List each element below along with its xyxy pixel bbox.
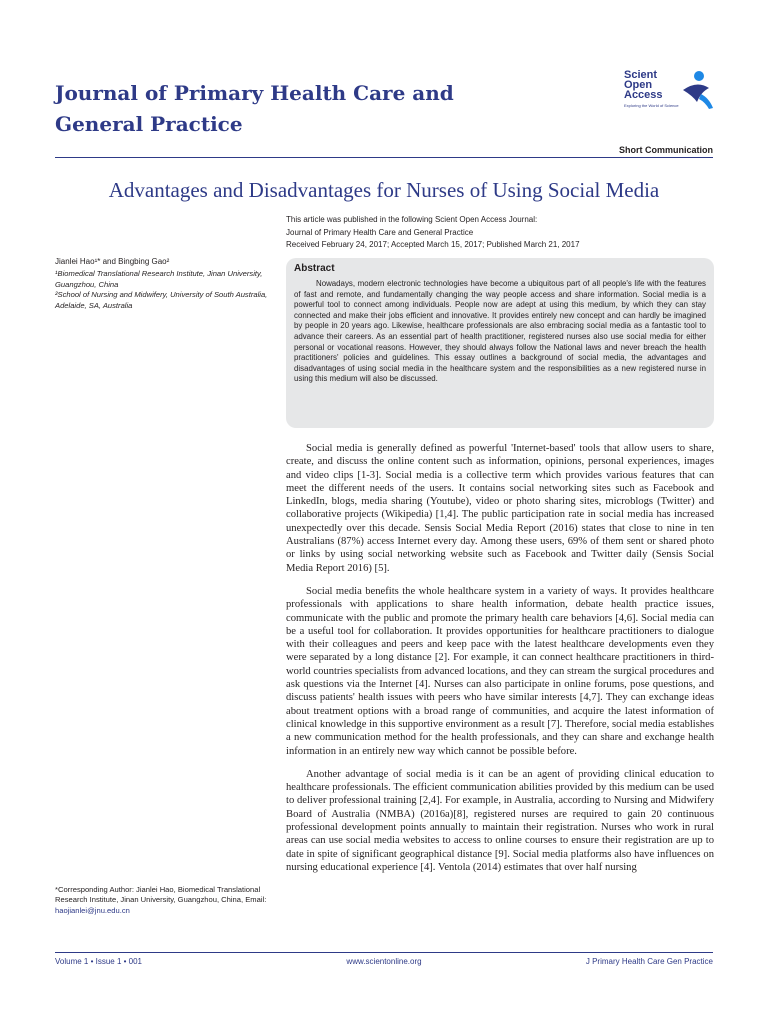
authors: Jianlei Hao¹* and Bingbing Gao²	[55, 257, 170, 266]
body-paragraph: Another advantage of social media is it can be an agent of providing clinical education to healthcare professionals. The efficient communication abilities provided by this medium can be used to deliver professional training [2,4]. For example, in Australia, according to Nursing and Midwifery Board of Australia (NMBA) (2016a)[8], registered nurses are required to gain 20 continuous professional development points annually to maintain their registration. Nurses who work in rural areas can use social media websites to access to online courses to ensure their registration are up to date in spite of significant geographical distance [9]. Social media platforms also have influences on nursing educational experience [4]. Ventola (2014) estimates that over half nursing	[286, 768, 714, 873]
pub-info-line: This article was published in the following Scient Open Access Journal:	[286, 215, 538, 224]
footer-divider	[55, 952, 713, 953]
corresponding-author	[55, 885, 275, 916]
journal-title-line2: General Practice	[55, 112, 243, 136]
abstract-text: Nowadays, modern electronic technologies have become a ubiquitous part of all people's life with the features of fast and remote, and fundamentally changing the way people access and share information. Social media is a powerful tool to connect among individuals. People now are adept at using this medium, by which they can stay connected and make their jobs efficient and innovative. It provides entirely new concept and can hardly be imagined by people in 20 years ago. Likewise, healthcare professionals are also embracing social media as a fantastic tool to advance their careers. As an essential part of health practitioner, registered nurses also use social media for either personal or vocational reasons. However, they should always follow the National laws and never breach the health practitioners' policies and guidelines. This essay outlines a background of social media, the advantages and disadvantages of using social media in the healthcare system and the responsibilities as a new registered nurse in using this medium will also be discussed.	[294, 279, 706, 384]
footer-volume: Volume 1 • Issue 1 • 001	[55, 957, 142, 966]
article-type: Short Communication	[619, 145, 713, 155]
body-paragraph: Social media is generally defined as powerful 'Internet-based' tools that allow users to share, create, and discuss the online content such as information, opinions, personal experiences, images and video clips [1-3]. Social media is a collective term which provides various features that can meet the different needs of the users. It contains social networking sites such as Facebook and LinkedIn, blogs, media sharing (Youtube), video or photo sharing sites, microblogs (Twitter) and collaborative projects (Wikipedia) [1,4]. The public participation rate in social media has increased unexpectedly over this decade. Sensis Social Media Report (2016) states that close to nine in ten Australians (87%) access Internet every day. Among these users, 69% of them sent or shared photo or links by using social networking website such as Facebook and Twitter daily (Sensis Social Media Report 2016) [5].	[286, 443, 714, 574]
footer-journal-abbrev: J Primary Health Care Gen Practice	[585, 957, 713, 966]
abstract-box	[286, 258, 714, 428]
corresponding-author-text: *Corresponding Author: Jianlei Hao, Biomedical Translational Research Institute, Jinan University, Guangzhou, China, Email:	[55, 885, 267, 905]
header-divider	[55, 157, 713, 158]
runner-logo-icon	[679, 68, 719, 110]
logo-tagline: Exploring the World of Science	[624, 103, 679, 108]
logo-line1: Scient	[624, 69, 658, 81]
body-paragraph: Social media benefits the whole healthcare system in a variety of ways. It provides healthcare professionals with applications to share health information, debate health practice issues, communicate with the public and promote the primary health care behaviors [4,6]. Social media can be a useful tool for collaboration. It provides opportunities for healthcare practitioners to dialogue with their colleagues and peers and keep pace with the latest healthcare developments even they were separated by a long distance [2]. For example, it can connect healthcare practitioners in third-world countries specialists from advanced locations, and they can stream the surgical procedures and ask questions via the Internet [4]. Nurses can also participate in online forums, pose questions, and discuss patients' health issues with peers who have similar interests [4,7]. They can exchange ideas about treatment options with a broad range of communities, and acquire the latest information of clinical knowledge in this supportive environment as a result [7]. Therefore, social media establishes a new communication method for the health professionals, and they can share and exchange health information in an entirely new way which cannot be possible before.	[286, 585, 714, 757]
journal-title	[55, 78, 475, 140]
affiliation-2: ²School of Nursing and Midwifery, University of South Australia, Adelaide, SA, Australia	[55, 290, 268, 310]
logo-line3: Access	[624, 89, 663, 101]
corresponding-email-link[interactable]: haojianlei@jnu.edu.cn	[55, 905, 130, 915]
abstract-heading: Abstract	[294, 263, 335, 274]
publisher-logo	[624, 70, 724, 115]
logo-text	[624, 70, 676, 100]
affiliation-1: ¹Biomedical Translational Research Institute, Jinan University, Guangzhou, China	[55, 269, 263, 289]
journal-title-line1: Journal of Primary Health Care and	[55, 81, 454, 105]
publication-info	[286, 214, 716, 252]
pub-info-dates: Received February 24, 2017; Accepted March 15, 2017; Published March 21, 2017	[286, 240, 580, 249]
affiliations	[55, 269, 275, 311]
footer-website-link[interactable]: www.scientonline.org	[346, 957, 422, 966]
body-text	[286, 442, 714, 924]
logo-line2: Open	[624, 79, 653, 91]
article-title: Advantages and Disadvantages for Nurses of Using Social Media	[108, 178, 660, 202]
pub-info-line: Journal of Primary Health Care and General Practice	[286, 227, 474, 237]
